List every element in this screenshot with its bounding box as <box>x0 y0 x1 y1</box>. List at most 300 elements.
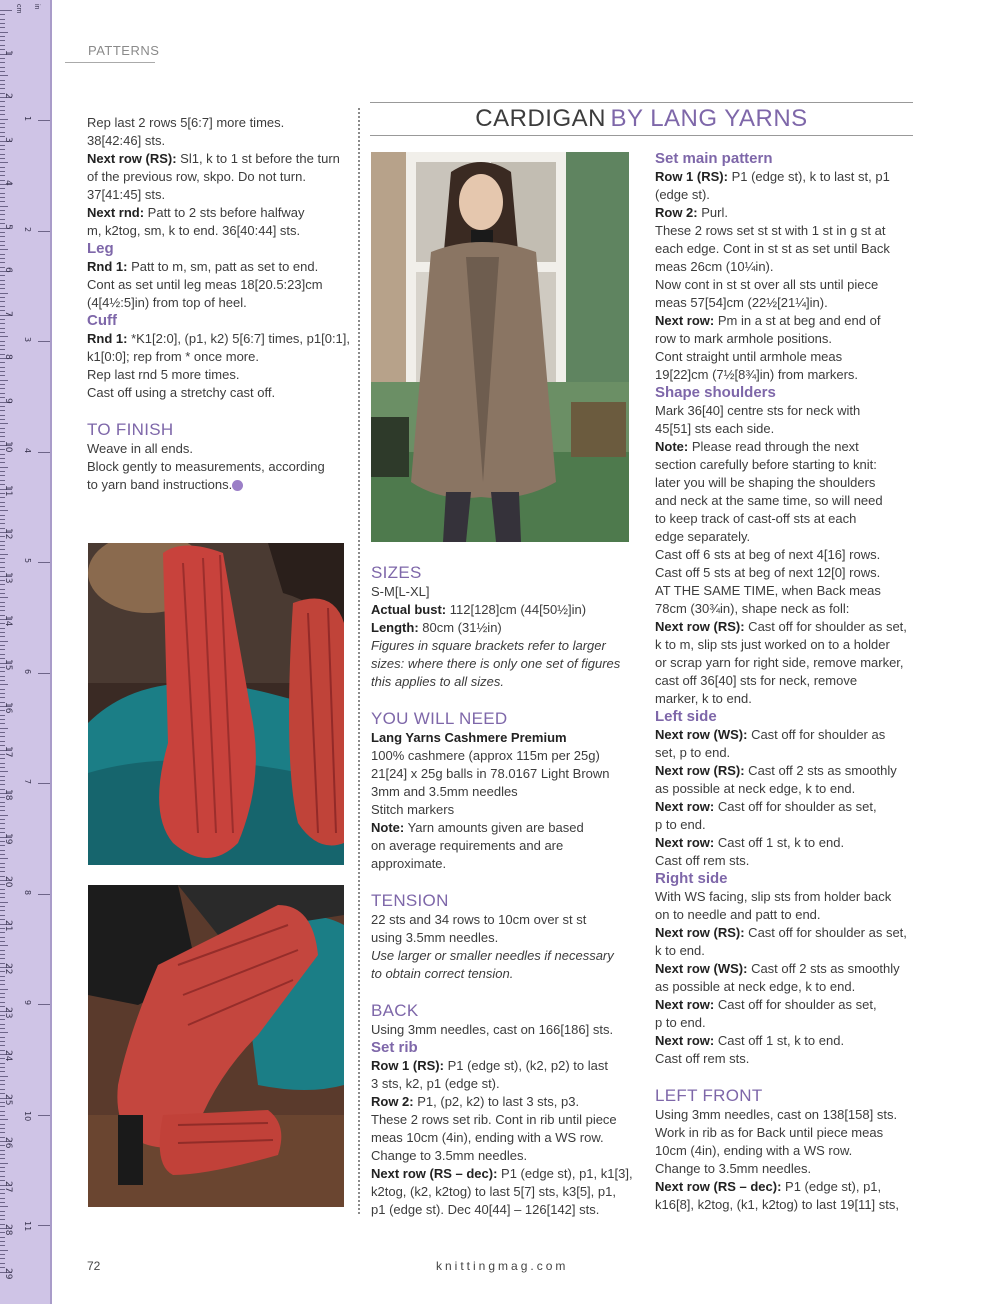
ruler-tick <box>0 454 5 455</box>
ruler-tick <box>0 1254 5 1255</box>
ruler-tick <box>0 562 5 563</box>
ruler-tick <box>0 328 5 329</box>
text-line: Note: Please read through the next <box>655 439 859 454</box>
ruler-inch-tick <box>38 562 50 563</box>
text-line: Rep last 2 rows 5[6:7] more times. <box>87 115 285 130</box>
subheading-shape-shoulders: Shape shoulders <box>655 384 776 401</box>
ruler-tick <box>0 715 5 716</box>
ruler-tick <box>0 671 5 672</box>
ruler-tick <box>0 593 5 594</box>
ruler-tick <box>0 123 5 124</box>
website-url: knittingmag.com <box>436 1259 569 1273</box>
text-line: later you will be shaping the shoulders <box>655 475 876 490</box>
ruler-tick <box>0 728 8 729</box>
photo-socks-bottom <box>88 885 344 1207</box>
ruler-tick <box>0 1002 5 1003</box>
ruler-tick <box>0 323 5 324</box>
ruler-tick <box>0 1202 5 1203</box>
ruler-tick <box>0 597 8 598</box>
ruler-tick <box>0 132 5 133</box>
ruler-tick <box>0 1250 8 1251</box>
ruler-inch-tick <box>38 1115 50 1116</box>
text-line: Cast off 6 sts at beg of next 4[16] rows. <box>655 547 881 562</box>
ruler-tick <box>0 819 5 820</box>
ruler-tick <box>0 201 5 202</box>
text-line: Next rnd: Patt to 2 sts before halfway <box>87 205 305 220</box>
ruler-tick <box>0 810 5 811</box>
ruler-tick <box>0 610 5 611</box>
ruler-tick <box>0 989 8 990</box>
ruler-tick <box>0 937 5 938</box>
ruler-tick <box>0 1032 8 1033</box>
ruler-tick <box>0 984 5 985</box>
yarn-ball-icon <box>232 480 243 491</box>
ruler-tick <box>0 1158 5 1159</box>
ruler-cm-label: 20 <box>3 876 13 888</box>
ruler-tick <box>0 423 8 424</box>
ruler-inch-tick <box>38 231 50 232</box>
ruler-tick <box>0 415 5 416</box>
text-line: p1 (edge st). Dec 40[44] – 126[142] sts. <box>371 1202 600 1217</box>
text-line: on to needle and patt to end. <box>655 907 821 922</box>
ruler-tick <box>0 275 5 276</box>
ruler-tick <box>0 432 5 433</box>
ruler-tick <box>0 219 5 220</box>
ruler-tick <box>0 1111 5 1112</box>
text-line: cast off 36[40] sts for neck, remove <box>655 673 858 688</box>
ruler-cm-label: 7 <box>3 310 13 317</box>
ruler-tick <box>0 458 5 459</box>
ruler-tick <box>0 1154 5 1155</box>
section-label: PATTERNS <box>88 43 160 58</box>
text-line: row to mark armhole positions. <box>655 331 833 346</box>
ruler-inch-tick <box>38 341 50 342</box>
ruler-tick <box>0 301 5 302</box>
text-line: section carefully before starting to knit: <box>655 457 877 472</box>
ruler-tick <box>0 436 5 437</box>
ruler-cm-label: 4 <box>3 180 13 186</box>
ruler-tick <box>0 410 5 411</box>
ruler-tick <box>0 388 5 389</box>
ruler-cm-label: 10 <box>3 441 13 453</box>
ruler-tick <box>0 75 8 76</box>
ruler-inch-label: 10 <box>23 1110 32 1122</box>
ruler-tick <box>0 549 5 550</box>
text-line: 21[24] x 25g balls in 78.0167 Light Brown <box>371 766 610 781</box>
ruler-tick <box>0 241 5 242</box>
ruler-tick <box>0 384 5 385</box>
text-line: meas 10cm (4in), ending with a WS row. <box>371 1130 604 1145</box>
ruler-cm-label: 22 <box>3 963 13 975</box>
text-line: of the previous row, skpo. Do not turn. <box>87 169 306 184</box>
ruler-tick <box>0 802 5 803</box>
ruler-inch-label: 3 <box>23 337 32 343</box>
ruler-tick <box>0 858 8 859</box>
ruler-tick <box>0 40 5 41</box>
ruler-inch-tick <box>38 1225 50 1226</box>
ruler-tick <box>0 1163 8 1164</box>
measuring-ruler <box>0 0 52 1304</box>
text-line: Stitch markers <box>371 802 455 817</box>
text-line: 78cm (30¾in), shape neck as foll: <box>655 601 850 616</box>
subheading-right-side: Right side <box>655 870 728 887</box>
text-line: this applies to all sizes. <box>371 674 504 689</box>
text-line: 10cm (4in), ending with a WS row. <box>655 1143 853 1158</box>
ruler-cm-label: 14 <box>3 615 13 627</box>
ruler-tick <box>0 480 5 481</box>
ruler-tick <box>0 584 5 585</box>
text-line: k to end. <box>655 943 705 958</box>
ruler-tick <box>0 167 5 168</box>
ruler-inch-label: 11 <box>23 1221 32 1232</box>
ruler-tick <box>0 628 5 629</box>
ruler-tick <box>0 815 8 816</box>
ruler-tick <box>0 719 5 720</box>
ruler-tick <box>0 1037 5 1038</box>
ruler-tick <box>0 863 5 864</box>
ruler-cm-label: 11 <box>3 484 13 496</box>
ruler-tick <box>0 114 5 115</box>
text-line: Next row: Cast off 1 st, k to end. <box>655 1033 845 1048</box>
ruler-inch-tick <box>38 894 50 895</box>
ruler-tick <box>0 1150 5 1151</box>
text-line: These 2 rows set st st with 1 st in g st at <box>655 223 886 238</box>
text-line: using 3.5mm needles. <box>371 930 499 945</box>
ruler-cm-label: 25 <box>3 1093 13 1105</box>
right-column <box>655 150 917 1214</box>
ruler-tick <box>0 467 8 468</box>
text-line: meas 57[54]cm (22½[21¼]in). <box>655 295 828 310</box>
ruler-cm-label: 1 <box>3 49 13 56</box>
text-line: p to end. <box>655 817 706 832</box>
ruler-tick <box>0 1019 5 1020</box>
ruler-tick <box>0 67 5 68</box>
ruler-tick <box>0 945 8 946</box>
text-line: Change to 3.5mm needles. <box>371 1148 528 1163</box>
ruler-tick <box>0 106 5 107</box>
ruler-tick <box>0 406 5 407</box>
ruler-tick <box>0 776 5 777</box>
ruler-tick <box>0 997 5 998</box>
text-line: 3mm and 3.5mm needles <box>371 784 518 799</box>
ruler-tick <box>0 14 5 15</box>
ruler-tick <box>0 932 5 933</box>
ruler-inch-label: 1 <box>23 116 32 122</box>
ruler-tick <box>0 589 5 590</box>
text-line: Cont straight until armhole meas <box>655 349 843 364</box>
ruler-tick <box>0 71 5 72</box>
text-line: to keep track of cast-off sts at each <box>655 511 857 526</box>
ruler-tick <box>0 602 5 603</box>
text-line: Rnd 1: Patt to m, sm, patt as set to end. <box>87 259 319 274</box>
text-line: Use larger or smaller needles if necessary <box>371 948 614 963</box>
ruler-cm-label: 15 <box>3 658 13 670</box>
ruler-tick <box>0 558 5 559</box>
ruler-tick <box>0 197 5 198</box>
text-line: Cast off rem sts. <box>655 1051 750 1066</box>
ruler-tick <box>0 519 5 520</box>
ruler-tick <box>0 284 5 285</box>
subheading-set-main-pattern: Set main pattern <box>655 150 773 167</box>
column-divider <box>358 108 360 1214</box>
ruler-cm-label: 3 <box>3 136 13 143</box>
ruler-tick <box>0 210 5 211</box>
ruler-unit-cm: cm <box>15 4 22 14</box>
text-line: (4[4½:5]in) from top of heel. <box>87 295 247 310</box>
ruler-tick <box>0 1063 5 1064</box>
ruler-tick <box>0 336 8 337</box>
ruler-tick <box>0 19 5 20</box>
ruler-inch-tick <box>38 120 50 121</box>
ruler-inch-label: 2 <box>23 226 32 233</box>
ruler-tick <box>0 110 5 111</box>
text-line: Work in rib as for Back until piece meas <box>655 1125 884 1140</box>
ruler-tick <box>0 697 5 698</box>
middle-column <box>371 563 633 1219</box>
ruler-cm-label: 24 <box>3 1050 13 1062</box>
ruler-tick <box>0 58 5 59</box>
title-main: CARDIGAN <box>475 105 606 132</box>
ruler-tick <box>0 1167 5 1168</box>
ruler-tick <box>0 462 5 463</box>
text-line: Cont as set until leg meas 18[20.5:23]cm <box>87 277 323 292</box>
ruler-tick <box>0 1206 8 1207</box>
ruler-tick <box>0 475 5 476</box>
text-line: 37[41:45] sts. <box>87 187 166 202</box>
ruler-tick <box>0 1024 5 1025</box>
photo-cardigan-model <box>371 152 629 542</box>
text-line: Next row (RS): Sl1, k to 1 st before the turn <box>87 151 340 166</box>
ruler-tick <box>0 897 5 898</box>
ruler-tick <box>0 680 5 681</box>
ruler-tick <box>0 367 5 368</box>
heading-back: BACK <box>371 1001 419 1020</box>
ruler-tick <box>0 510 8 511</box>
ruler-tick <box>0 641 8 642</box>
ruler-tick <box>0 941 5 942</box>
subheading-cuff: Cuff <box>87 312 117 329</box>
ruler-tick <box>0 736 5 737</box>
ruler-tick <box>0 349 5 350</box>
ruler-cm-label: 27 <box>3 1180 13 1192</box>
text-line: Next row (WS): Cast off 2 sts as smoothly <box>655 961 900 976</box>
ruler-tick <box>0 915 5 916</box>
text-line: Mark 36[40] centre sts for neck with <box>655 403 861 418</box>
ruler-inch-tick <box>38 783 50 784</box>
text-line: or scrap yarn for right side, remove marker, <box>655 655 904 670</box>
ruler-cm-label: 19 <box>3 832 13 844</box>
ruler-tick <box>0 101 5 102</box>
ruler-tick <box>0 767 5 768</box>
ruler-tick <box>0 297 5 298</box>
ruler-tick <box>0 954 5 955</box>
ruler-tick <box>0 245 5 246</box>
ruler-tick <box>0 993 5 994</box>
text-line: p to end. <box>655 1015 706 1030</box>
text-line: 38[42:46] sts. <box>87 133 166 148</box>
text-line: Next row: Cast off for shoulder as set, <box>655 799 877 814</box>
ruler-tick <box>0 649 5 650</box>
ruler-tick <box>0 976 5 977</box>
ruler-tick <box>0 162 8 163</box>
ruler-inch-label: 9 <box>23 1000 32 1006</box>
text-line: Next row (RS – dec): P1 (edge st), p1, <box>655 1179 882 1194</box>
ruler-tick <box>0 341 5 342</box>
text-line: each edge. Cont in st st as set until Back <box>655 241 890 256</box>
ruler-inch-label: 7 <box>23 779 32 785</box>
ruler-cm-label: 23 <box>3 1006 13 1018</box>
ruler-tick <box>0 1041 5 1042</box>
text-line: Weave in all ends. <box>87 441 193 456</box>
ruler-tick <box>0 380 8 381</box>
ruler-tick <box>0 1241 5 1242</box>
ruler-inch-tick <box>38 673 50 674</box>
text-line: Length: 80cm (31½in) <box>371 620 502 635</box>
ruler-tick <box>0 188 5 189</box>
ruler-tick <box>0 1128 5 1129</box>
text-line: k1[0:0]; rep from * once more. <box>87 349 259 364</box>
ruler-tick <box>0 171 5 172</box>
text-line: Change to 3.5mm needles. <box>655 1161 812 1176</box>
ruler-cm-label: 9 <box>3 397 13 404</box>
ruler-tick <box>0 606 5 607</box>
ruler-tick <box>0 980 5 981</box>
text-line: AT THE SAME TIME, when Back meas <box>655 583 881 598</box>
ruler-cm-label: 13 <box>3 571 13 583</box>
text-line: meas 26cm (10¼in). <box>655 259 774 274</box>
text-line: Next row: Cast off for shoulder as set, <box>655 997 877 1012</box>
ruler-tick <box>0 1258 5 1259</box>
section-rule <box>65 62 155 63</box>
text-line: Now cont in st st over all sts until piece <box>655 277 879 292</box>
ruler-tick <box>0 541 5 542</box>
ruler-tick <box>0 950 5 951</box>
heading-left-front: LEFT FRONT <box>655 1086 763 1105</box>
ruler-tick <box>0 32 8 33</box>
text-line: These 2 rows set rib. Cont in rib until piece <box>371 1112 617 1127</box>
ruler-tick <box>0 684 8 685</box>
ruler-tick <box>0 262 5 263</box>
ruler-tick <box>0 1263 5 1264</box>
ruler-tick <box>0 506 5 507</box>
ruler-tick <box>0 119 8 120</box>
text-line: Next row: Pm in a st at beg and end of <box>655 313 881 328</box>
ruler-tick <box>0 1245 5 1246</box>
ruler-tick <box>0 249 8 250</box>
text-line: k to m, slip sts just worked on to a holder <box>655 637 890 652</box>
ruler-tick <box>0 288 5 289</box>
text-line: k2tog, (k2, k2tog) to last 5[7] sts, k3[5], p1, <box>371 1184 616 1199</box>
ruler-tick <box>0 567 5 568</box>
ruler-tick <box>0 393 5 394</box>
ruler-tick <box>0 545 5 546</box>
text-line: Next row (RS – dec): P1 (edge st), p1, k1[3], <box>371 1166 633 1181</box>
ruler-tick <box>0 632 5 633</box>
ruler-tick <box>0 154 5 155</box>
page-number: 72 <box>87 1259 101 1273</box>
text-line: marker, k to end. <box>655 691 752 706</box>
ruler-tick <box>0 654 5 655</box>
ruler-tick <box>0 158 5 159</box>
text-line: With WS facing, slip sts from holder back <box>655 889 892 904</box>
ruler-tick <box>0 1080 5 1081</box>
ruler-tick <box>0 784 5 785</box>
text-line: 3 sts, k2, p1 (edge st). <box>371 1076 500 1091</box>
text-line: m, k2tog, sm, k to end. 36[40:44] sts. <box>87 223 301 238</box>
text-line: Rnd 1: *K1[2:0], (p1, k2) 5[6:7] times, p1[0:1], <box>87 331 351 346</box>
photo-socks-top <box>88 543 344 865</box>
text-line: S-M[L-XL] <box>371 584 430 599</box>
ruler-tick <box>0 375 5 376</box>
ruler-inch-label: 5 <box>23 558 32 564</box>
title-designer: BY LANG YARNS <box>610 105 808 132</box>
ruler-tick <box>0 763 5 764</box>
ruler-tick <box>0 515 5 516</box>
ruler-tick <box>0 280 5 281</box>
ruler-tick <box>0 319 5 320</box>
text-line: Actual bust: 112[128]cm (44[50½]in) <box>371 602 587 617</box>
ruler-tick <box>0 1211 5 1212</box>
ruler-tick <box>0 145 5 146</box>
ruler-tick <box>0 206 8 207</box>
text-line: Next row (RS): Cast off 2 sts as smoothly <box>655 763 897 778</box>
ruler-cm-label: 5 <box>3 223 13 230</box>
text-line: Figures in square brackets refer to larger <box>371 638 606 653</box>
ruler-tick <box>0 1071 5 1072</box>
ruler-cm-label: 17 <box>3 745 13 757</box>
ruler-cm-label: 6 <box>3 267 13 273</box>
text-line: sizes: where there is only one set of figures <box>371 656 621 671</box>
ruler-inch-label: 6 <box>23 668 32 675</box>
ruler-tick <box>0 345 5 346</box>
ruler-tick <box>0 306 5 307</box>
ruler-tick <box>0 1193 5 1194</box>
ruler-tick <box>0 502 5 503</box>
ruler-tick <box>0 236 5 237</box>
text-line: Row 2: Purl. <box>655 205 728 220</box>
ruler-cm-label: 21 <box>3 919 13 931</box>
ruler-cm-label: 26 <box>3 1137 13 1149</box>
ruler-tick <box>0 1176 5 1177</box>
ruler-inch-tick <box>38 1004 50 1005</box>
ruler-tick <box>0 1076 8 1077</box>
subheading-leg: Leg <box>87 240 114 257</box>
ruler-tick <box>0 958 5 959</box>
ruler-tick <box>0 636 5 637</box>
ruler-tick <box>0 419 5 420</box>
ruler-tick <box>0 293 8 294</box>
text-line: to yarn band instructions. <box>87 476 352 494</box>
ruler-tick <box>0 23 5 24</box>
text-line: Rep last rnd 5 more times. <box>87 367 240 382</box>
left-column <box>87 114 352 494</box>
ruler-cm-label: 16 <box>3 702 13 714</box>
ruler-tick <box>0 867 5 868</box>
heading-sizes: SIZES <box>371 563 422 582</box>
ruler-tick <box>0 780 5 781</box>
ruler-tick <box>0 10 12 11</box>
heading-tension: TENSION <box>371 891 449 910</box>
text-line: Note: Yarn amounts given are based <box>371 820 584 835</box>
text-line: Cast off 5 sts at beg of next 12[0] rows. <box>655 565 881 580</box>
text-line: Next row (RS): Cast off for shoulder as set, <box>655 619 907 634</box>
text-line: 45[51] sts each side. <box>655 421 775 436</box>
ruler-tick <box>0 554 8 555</box>
ruler-tick <box>0 332 5 333</box>
text-line: edge separately. <box>655 529 751 544</box>
text-line: 19[22]cm (7½[8¾]in) from markers. <box>655 367 859 382</box>
ruler-tick <box>0 1132 5 1133</box>
